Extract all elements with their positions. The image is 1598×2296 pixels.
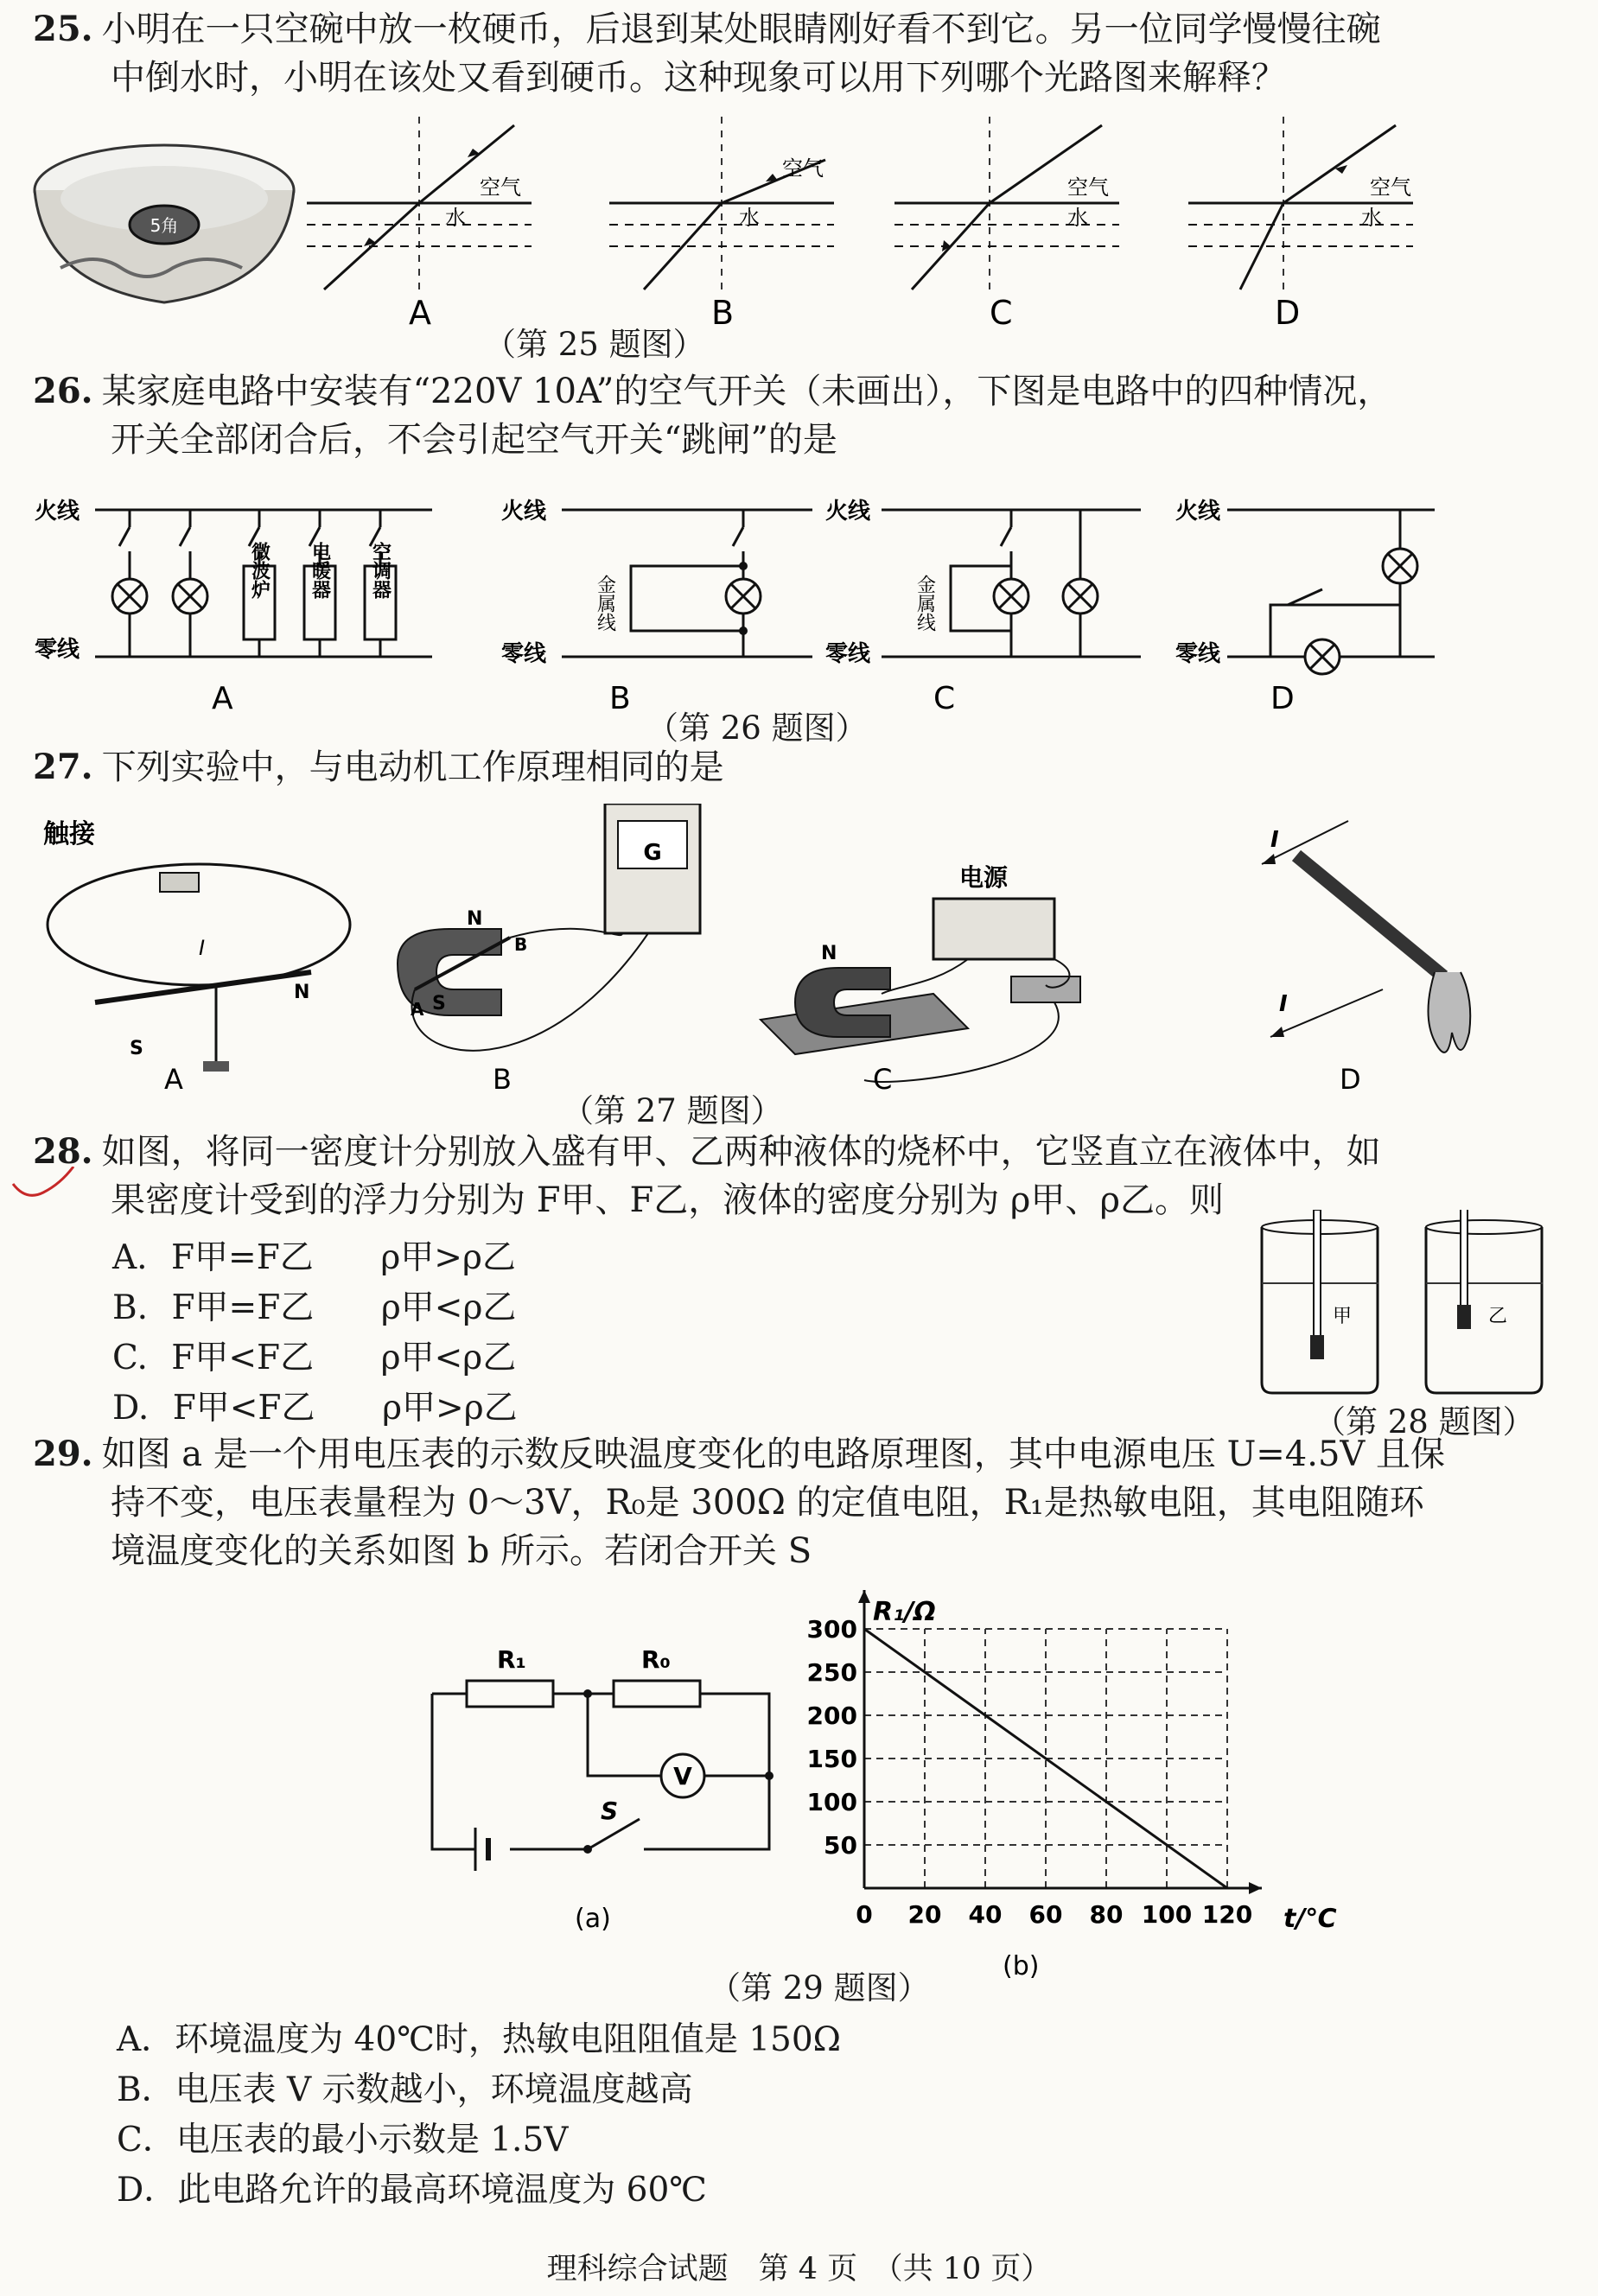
y-tick-label: 300 bbox=[806, 1615, 857, 1644]
option-d-label: D bbox=[1340, 1063, 1361, 1096]
current-label: I bbox=[1270, 827, 1279, 853]
bowl-photo bbox=[26, 138, 302, 311]
circuit-d bbox=[1175, 499, 1435, 716]
neutral-wire-label: 零线 bbox=[501, 641, 547, 667]
x-axis-title: t/℃ bbox=[1283, 1904, 1337, 1934]
option-letter: A. bbox=[112, 1238, 148, 1277]
question-text: 某家庭电路中安装有“220V 10A”的空气开关（未画出），下图是电路中的四种情况， bbox=[101, 372, 1392, 411]
q28-option-d[interactable] bbox=[112, 1386, 518, 1431]
question-text: 开关全部闭合后，不会引起空气开关“跳闸”的是 bbox=[111, 420, 837, 460]
pole-n-label: N bbox=[467, 908, 483, 930]
figure-caption: （第 25 题图） bbox=[484, 326, 705, 363]
question-text: 如图 a 是一个用电压表的示数反映温度变化的电路原理图，其中电源电压 U=4.5V 且保 bbox=[101, 1434, 1446, 1474]
option-letter: C. bbox=[112, 1339, 148, 1377]
air-label: 空气 bbox=[1067, 175, 1109, 200]
x-tick-label: 100 bbox=[1141, 1900, 1193, 1929]
coin-label: 5角 bbox=[150, 215, 179, 236]
option-density: ρ甲>ρ乙 bbox=[380, 1238, 516, 1277]
figure-a-label: (a) bbox=[575, 1904, 611, 1934]
point-b-label: B bbox=[514, 934, 528, 955]
touch-label: 触接 bbox=[43, 819, 95, 849]
option-force: F甲<F乙 bbox=[171, 1339, 315, 1377]
current-label: I bbox=[1279, 991, 1288, 1017]
metal-wire-label: 金属线 bbox=[594, 575, 616, 632]
y-tick-label: 50 bbox=[824, 1831, 857, 1860]
q26-circuit-diagrams bbox=[35, 484, 1556, 735]
option-letter: B. bbox=[112, 1288, 149, 1327]
option-force: F甲<F乙 bbox=[172, 1389, 315, 1428]
question-text: 中倒水时，小明在该处又看到硬币。这种现象可以用下列哪个光路图来解释？ bbox=[111, 58, 1286, 98]
q29-option-b[interactable]: B．电压表 V 示数越小，环境温度越高 bbox=[117, 2070, 693, 2109]
option-d-label: D bbox=[1275, 294, 1301, 328]
option-c-label: C bbox=[990, 294, 1013, 328]
option-force: F甲=F乙 bbox=[170, 1238, 314, 1277]
circuit-b bbox=[501, 499, 812, 716]
x-tick-label: 0 bbox=[856, 1900, 873, 1929]
neutral-wire-label: 零线 bbox=[35, 637, 80, 663]
y-tick-label: 200 bbox=[806, 1701, 857, 1730]
neutral-wire-label: 零线 bbox=[1175, 641, 1221, 667]
question-text: 如图，将同一密度计分别放入盛有甲、乙两种液体的烧杯中，它竖直立在液体中，如 bbox=[101, 1132, 1381, 1172]
question-27 bbox=[33, 743, 1537, 792]
circuit-c bbox=[825, 499, 1141, 716]
figure-caption: （第 26 题图） bbox=[646, 709, 868, 747]
option-a-label: A bbox=[212, 681, 233, 716]
question-text: 下列实验中，与电动机工作原理相同的是 bbox=[101, 747, 724, 787]
q25-light-diagrams bbox=[307, 117, 1543, 328]
beaker-right bbox=[1426, 1210, 1543, 1393]
appliance-aircon: 空调器 bbox=[369, 542, 392, 599]
figure-b-label: (b) bbox=[1003, 1951, 1040, 1981]
q28-option-b[interactable] bbox=[112, 1286, 516, 1331]
option-b-label: B bbox=[493, 1063, 512, 1096]
q29-option-a[interactable]: A．环境温度为 40℃时，热敏电阻阻值是 150Ω bbox=[117, 2020, 841, 2059]
diagram-a bbox=[307, 117, 532, 328]
galvanometer-label: G bbox=[643, 840, 662, 866]
q29-circuit-a bbox=[415, 1642, 795, 1970]
experiment-a bbox=[43, 819, 350, 1096]
pole-s-label: S bbox=[130, 1038, 143, 1059]
experiment-c bbox=[761, 863, 1080, 1096]
question-number: 25. bbox=[33, 9, 93, 49]
question-number: 28. bbox=[33, 1131, 93, 1172]
x-tick-label: 40 bbox=[968, 1900, 1003, 1929]
q27-experiment-figures bbox=[35, 804, 1556, 1132]
current-label: I bbox=[199, 936, 206, 960]
r0-label: R₀ bbox=[641, 1645, 671, 1674]
air-label: 空气 bbox=[1370, 175, 1411, 200]
q28-option-a[interactable] bbox=[112, 1236, 516, 1281]
liquid-yi-label: 乙 bbox=[1488, 1306, 1508, 1327]
q28-beakers bbox=[1253, 1210, 1547, 1409]
appliance-heater: 电暖器 bbox=[309, 542, 331, 599]
appliance-microwave: 微波炉 bbox=[248, 542, 271, 599]
water-label: 水 bbox=[445, 206, 466, 230]
question-text: 持不变，电压表量程为 0～3V，R₀是 300Ω 的定值电阻，R₁是热敏电阻，其电阻随环 bbox=[111, 1483, 1424, 1523]
option-density: ρ甲>ρ乙 bbox=[382, 1389, 518, 1428]
q29-chart-b bbox=[795, 1586, 1366, 1983]
option-a-label: A bbox=[409, 294, 431, 328]
power-source-label: 电源 bbox=[959, 863, 1009, 892]
water-label: 水 bbox=[1361, 206, 1382, 230]
question-text: 果密度计受到的浮力分别为 F甲、F乙，液体的密度分别为 ρ甲、ρ乙。则 bbox=[111, 1180, 1224, 1220]
circuit-a bbox=[35, 499, 432, 716]
pole-n-label: N bbox=[821, 943, 837, 964]
question-25 bbox=[33, 5, 1537, 102]
experiment-b bbox=[398, 804, 700, 1096]
experiment-d bbox=[1262, 821, 1470, 1096]
live-wire-label: 火线 bbox=[825, 499, 871, 525]
option-b-label: B bbox=[609, 681, 631, 716]
x-tick-label: 120 bbox=[1201, 1900, 1253, 1929]
y-axis-title: R₁/Ω bbox=[873, 1597, 936, 1627]
question-text: 小明在一只空碗中放一枚硬币，后退到某处眼睛刚好看不到它。另一位同学慢慢往碗 bbox=[101, 10, 1381, 49]
option-density: ρ甲<ρ乙 bbox=[380, 1288, 517, 1327]
figure-caption: （第 29 题图） bbox=[709, 1969, 930, 2007]
r1-label: R₁ bbox=[497, 1645, 526, 1674]
option-force: F甲=F乙 bbox=[171, 1288, 315, 1327]
option-c-label: C bbox=[873, 1063, 893, 1096]
figure-caption: （第 27 题图） bbox=[562, 1092, 783, 1129]
question-text: 境温度变化的关系如图 b 所示。若闭合开关 S bbox=[111, 1531, 812, 1571]
live-wire-label: 火线 bbox=[1175, 499, 1221, 525]
question-number: 29. bbox=[33, 1434, 93, 1474]
water-label: 水 bbox=[739, 206, 760, 230]
question-number: 26. bbox=[33, 371, 93, 411]
air-label: 空气 bbox=[480, 175, 521, 200]
question-26 bbox=[33, 367, 1537, 464]
option-d-label: D bbox=[1270, 681, 1295, 716]
x-tick-label: 20 bbox=[907, 1900, 942, 1929]
x-tick-label: 60 bbox=[1028, 1900, 1063, 1929]
q29-option-d[interactable]: D．此电路允许的最高环境温度为 60℃ bbox=[117, 2171, 707, 2210]
x-axis-arrow-icon bbox=[1249, 1882, 1262, 1894]
water-label: 水 bbox=[1067, 206, 1088, 230]
y-axis-arrow-icon bbox=[858, 1590, 870, 1603]
air-label: 空气 bbox=[782, 156, 824, 181]
switch-label: S bbox=[601, 1797, 619, 1825]
y-tick-label: 150 bbox=[806, 1745, 857, 1773]
diagram-c bbox=[894, 117, 1119, 328]
live-wire-label: 火线 bbox=[35, 499, 80, 525]
question-29 bbox=[33, 1430, 1537, 1575]
option-a-label: A bbox=[164, 1063, 183, 1096]
diagram-b bbox=[609, 117, 834, 328]
option-c-label: C bbox=[933, 681, 956, 716]
liquid-jia-label: 甲 bbox=[1333, 1306, 1353, 1327]
option-b-label: B bbox=[711, 294, 735, 328]
beaker-left bbox=[1262, 1210, 1378, 1393]
option-letter: D. bbox=[112, 1389, 150, 1428]
pole-s-label: S bbox=[432, 993, 446, 1014]
neutral-wire-label: 零线 bbox=[825, 641, 871, 667]
question-number: 27. bbox=[33, 747, 93, 787]
y-tick-label: 250 bbox=[806, 1658, 857, 1687]
point-a-label: A bbox=[411, 999, 424, 1020]
diagram-d bbox=[1188, 117, 1413, 328]
y-tick-label: 100 bbox=[806, 1788, 857, 1816]
q29-option-c[interactable]: C．电压表的最小示数是 1.5V bbox=[117, 2121, 569, 2159]
option-density: ρ甲<ρ乙 bbox=[380, 1339, 517, 1377]
q28-option-c[interactable] bbox=[112, 1336, 516, 1381]
voltmeter-label: V bbox=[673, 1762, 692, 1790]
x-tick-label: 80 bbox=[1089, 1900, 1124, 1929]
metal-wire-label: 金属线 bbox=[914, 575, 936, 632]
figure-caption: （第 28 题图） bbox=[1314, 1403, 1535, 1441]
page-footer: 理科综合试题 第 4 页 （共 10 页） bbox=[546, 2252, 1052, 2286]
live-wire-label: 火线 bbox=[501, 499, 547, 525]
pole-n-label: N bbox=[294, 982, 310, 1003]
